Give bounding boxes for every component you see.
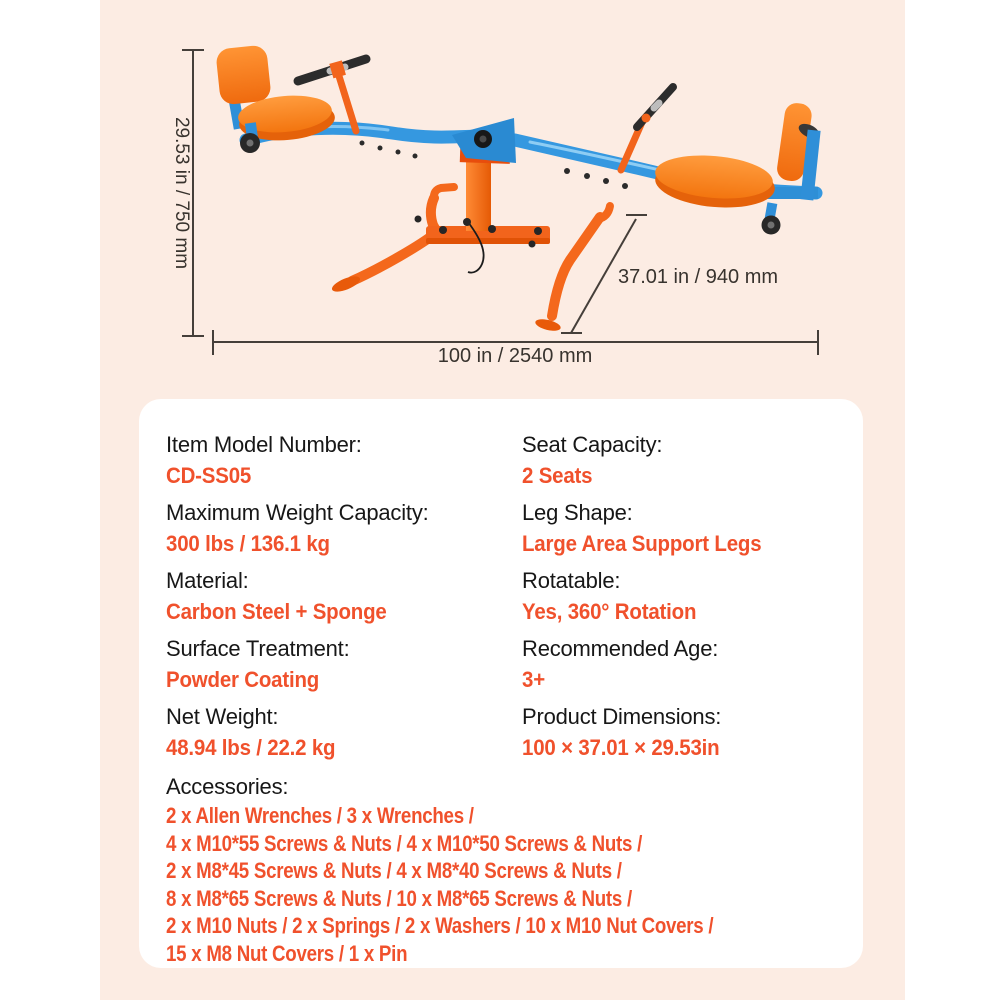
spec-value: Carbon Steel + Sponge <box>166 599 387 624</box>
spec-accessories <box>166 771 837 967</box>
spec-value: Yes, 360° Rotation <box>522 599 697 624</box>
spec-label: Item Model Number: <box>166 432 362 457</box>
spec-material <box>166 565 522 627</box>
product-illustration <box>100 0 905 395</box>
accessories-line: 8 x M8*65 Screws & Nuts / 10 x M8*65 Screws & Nuts / <box>166 885 632 911</box>
pivot-joint <box>452 118 516 164</box>
spec-leg-shape <box>522 497 837 559</box>
accessories-line: 2 x Allen Wrenches / 3 x Wrenches / <box>166 803 474 828</box>
product-infographic-background <box>100 0 905 1000</box>
spec-label: Material: <box>166 568 249 593</box>
spec-seat-capacity <box>522 429 837 491</box>
spec-item-model-number <box>166 429 522 491</box>
right-handlebar <box>621 87 673 170</box>
spec-grid <box>166 429 837 769</box>
spec-net-weight <box>166 701 522 763</box>
spec-value: 100 × 37.01 × 29.53in <box>522 735 720 760</box>
accessories-line: 15 x M8 Nut Covers / 1 x Pin <box>166 940 408 966</box>
spec-surface-treatment <box>166 633 522 695</box>
spec-product-dimensions <box>522 701 837 763</box>
seesaw-base <box>330 152 610 333</box>
accessories-line: 2 x M10 Nuts / 2 x Springs / 2 x Washers / 10 x M10 Nut Covers / <box>166 913 714 938</box>
spec-max-weight-capacity <box>166 497 522 559</box>
spec-label: Product Dimensions: <box>522 704 722 729</box>
spec-label: Rotatable: <box>522 568 621 593</box>
spec-value: 2 Seats <box>522 463 593 488</box>
spec-rotatable <box>522 565 837 627</box>
spec-label: Surface Treatment: <box>166 636 350 661</box>
right-seat <box>621 87 822 235</box>
spec-label: Recommended Age: <box>522 636 719 661</box>
spec-recommended-age <box>522 633 837 695</box>
accessories-line: 4 x M10*55 Screws & Nuts / 4 x M10*50 Screws & Nuts / <box>166 830 643 856</box>
right-caster-wheel <box>762 202 781 234</box>
spec-value: 3+ <box>522 667 545 692</box>
left-backrest <box>215 44 272 105</box>
dimension-width-label: 100 in / 2540 mm <box>437 345 593 367</box>
accessories-label: Accessories: <box>166 774 289 799</box>
accessories-line: 2 x M8*45 Screws & Nuts / 4 x M8*40 Screws & Nuts / <box>166 858 622 883</box>
spec-value: Large Area Support Legs <box>522 531 762 556</box>
spec-label: Maximum Weight Capacity: <box>166 500 429 525</box>
left-seat <box>215 44 366 153</box>
dimension-depth-label: 37.01 in / 940 mm <box>617 266 779 288</box>
spec-value: CD-SS05 <box>166 463 252 488</box>
spec-value: Powder Coating <box>166 667 320 692</box>
spec-label: Seat Capacity: <box>522 432 663 457</box>
spec-card <box>139 399 863 968</box>
spec-label: Net Weight: <box>166 704 279 729</box>
spec-value: 300 lbs / 136.1 kg <box>166 531 330 556</box>
spec-value: 48.94 lbs / 22.2 kg <box>166 735 336 760</box>
spec-label: Leg Shape: <box>522 500 633 525</box>
dimension-height-label: 29.53 in / 750 mm <box>171 116 192 270</box>
